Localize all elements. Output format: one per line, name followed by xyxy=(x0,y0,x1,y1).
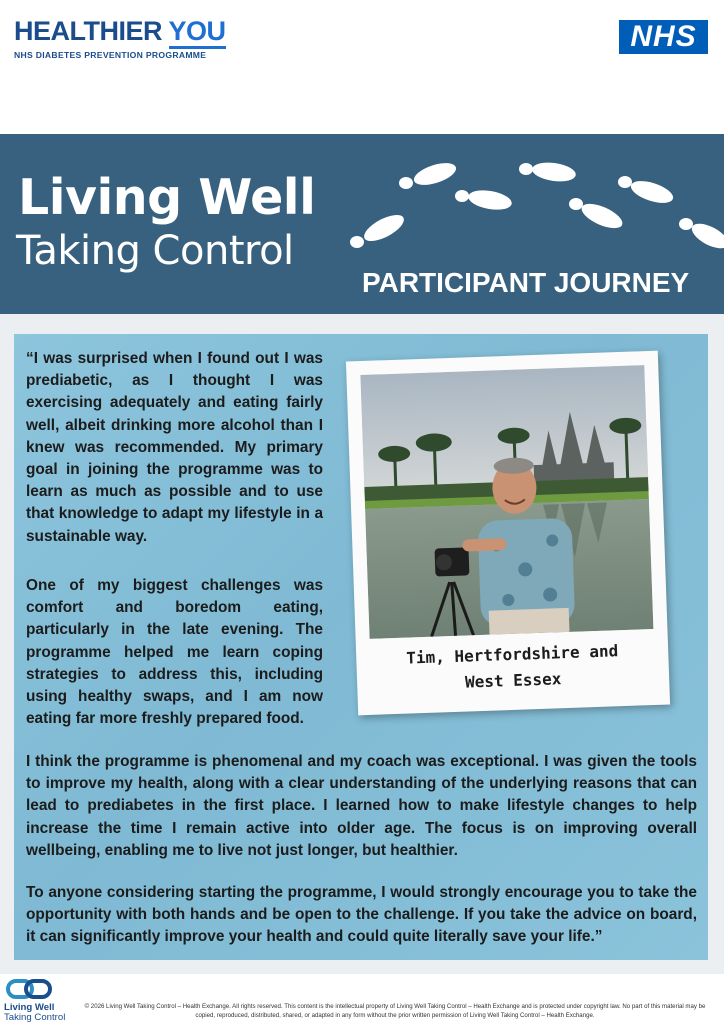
healthier-you-logo xyxy=(14,16,226,60)
banner-title: Living Well xyxy=(18,169,316,226)
caption-line-2: West Essex xyxy=(464,669,562,692)
story-paragraph-2: One of my biggest challenges was comfort and boredom eating, particularly in the late evening. The programme helped me learn coping strategies to address this, including using healthy swaps, and I am now eating far more freshly prepared food. xyxy=(26,577,323,728)
nhs-logo: NHS xyxy=(619,20,708,54)
chain-link-icon xyxy=(6,978,52,1000)
footer-logo-line-1: Living Well xyxy=(4,1002,55,1013)
story-paragraph-3: I think the programme is phenomenal and my coach was exceptional. I was given the tools to improve my health, along with a clear understanding of the underlying reasons that can lead to prediabetes in the first place. I learned how to make lifestyle changes to help increase the time I remain active into older age. The focus is on improving overall wellbeing, enabling me to live not just longer, but healthier. xyxy=(26,753,697,859)
footer-logo-line-2: Taking Control xyxy=(4,1012,66,1023)
participant-photo xyxy=(360,365,653,639)
living-well-footer-logo xyxy=(4,978,64,1023)
photo-caption xyxy=(356,636,670,699)
caption-line-1: Tim, Hertfordshire and xyxy=(406,641,619,668)
banner-subtitle: Taking Control xyxy=(16,228,294,274)
programme-subtitle: NHS DIABETES PREVENTION PROGRAMME xyxy=(14,50,207,60)
story-paragraph-1: “I was surprised when I found out I was prediabetic, as I thought I was exercising adequately and eating fairly well, albeit drinking more alcohol than I knew was recommended. My primary goal in joining the programme was to learn as much as possible and to use that knowledge to adapt my lifestyle in a sustainable way. xyxy=(26,350,323,545)
story-paragraph-4: To anyone considering starting the programme, I would strongly encourage you to take the opportunity with both hands and be open to the challenge. If you take the advice on board, it can significantly improve your health and could quite literally save your life.” xyxy=(26,884,697,946)
healthier-you-title xyxy=(14,16,226,46)
copyright-notice: © 2026 Living Well Taking Control – Health Exchange. All rights reserved. This content is the intellectual property of Living Well Taking Control – Health Exchange and is protected under copyright law. No part of this material may be copied, reproduced, distributed, shared, or adapted in any form without the prior written permission of Living Well Taking Control – Health Exchange. xyxy=(84,1003,706,1019)
footprints-icon xyxy=(340,134,724,264)
temple-lake-scene xyxy=(360,365,653,639)
healthier-word: HEALTHIER xyxy=(14,16,169,46)
participant-photo-card xyxy=(346,351,670,716)
header-banner xyxy=(0,134,724,314)
participant-journey-label: PARTICIPANT JOURNEY xyxy=(362,267,690,298)
you-word: YOU xyxy=(169,16,226,49)
